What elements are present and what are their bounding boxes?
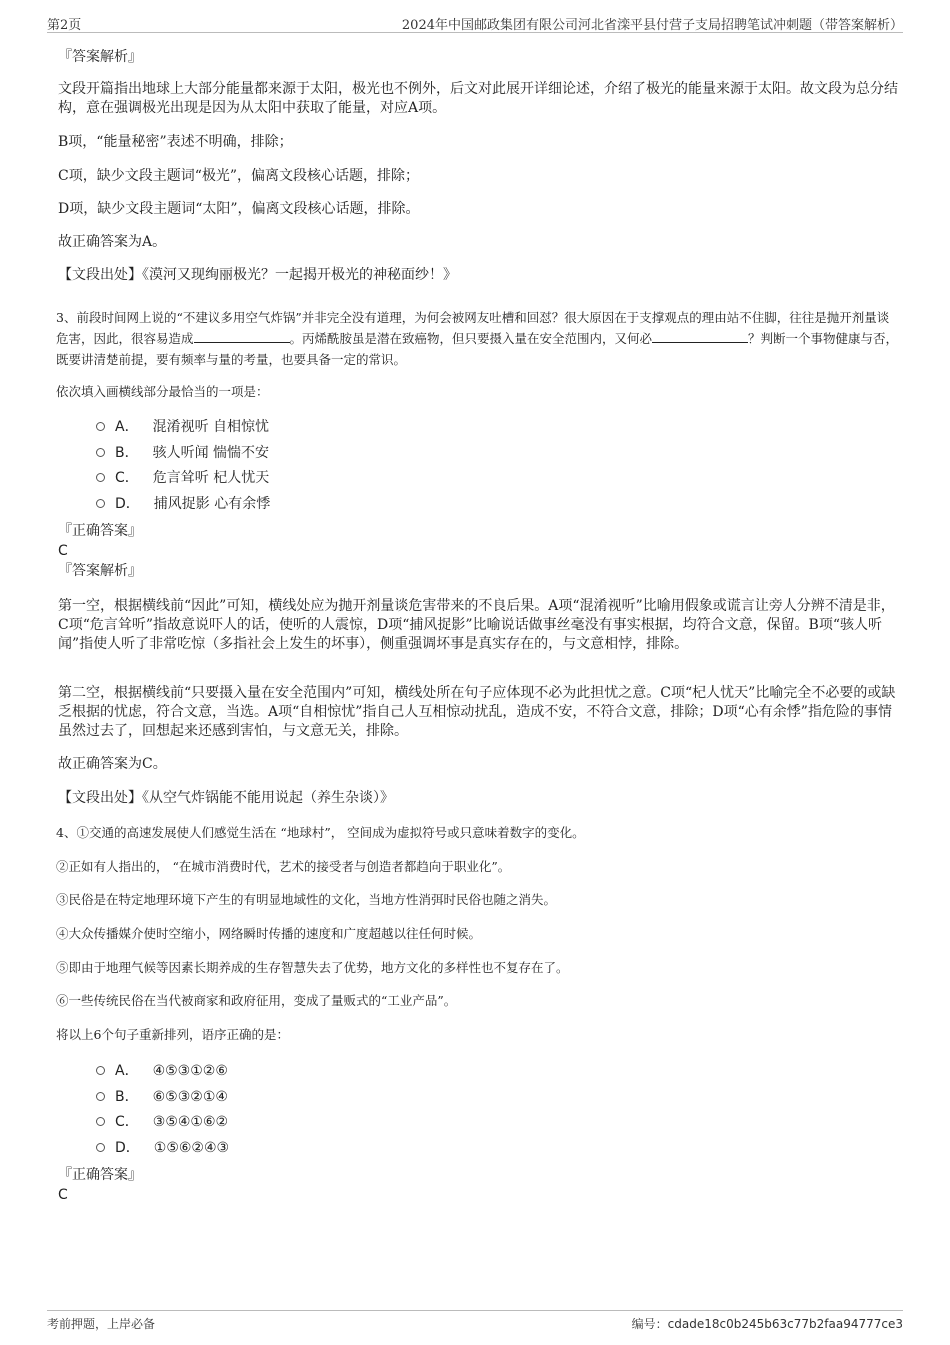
option-d[interactable]: D． 捕风捉影 心有余悸: [96, 494, 270, 514]
document-title: 2024年中国邮政集团有限公司河北省滦平县付营子支局招聘笔试冲刺题（带答案解析）: [401, 18, 903, 33]
option-a[interactable]: A． 混淆视听 自相惊忧: [96, 417, 269, 437]
sentence-1: 4、①交通的高速发展使人们感觉生活在 “地球村”， 空间成为虚拟符号或只意味着数字的变化。: [56, 825, 585, 840]
correct-answer: C: [58, 543, 68, 559]
footer-slogan: 考前押题，上岸必备: [47, 1317, 156, 1331]
analysis-paragraph: 文段开篇指出地球上大部分能量都来源于太阳，极光也不例外，后文对此展开详细论述，介绍了极光的能量来源于太阳。故文段为总分结构，意在强调极光出现是因为从太阳中获取了能量，对应A项。: [58, 81, 898, 116]
radio-icon[interactable]: [96, 448, 105, 457]
radio-icon[interactable]: [96, 422, 105, 431]
radio-icon[interactable]: [96, 1066, 105, 1075]
analysis-paragraph: C项，缺少文段主题词“极光”，偏离文段核心话题，排除；: [58, 168, 420, 184]
source-citation: 【文段出处】《从空气炸锅能不能用说起（养生杂谈）》: [58, 790, 394, 806]
sentence-4: ④大众传播媒介使时空缩小，网络瞬时传播的速度和广度超越以往任何时候。: [56, 926, 482, 941]
correct-answer-label: 『正确答案』: [58, 1167, 142, 1183]
answer-statement: 故正确答案为A。: [58, 234, 167, 250]
analysis-paragraph: 第一空，根据横线前“因此”可知，横线处应为抛开剂量谈危害带来的不良后果。A项“混淆视听”比喻用假象或谎言让旁人分辨不清是非，C项“危言耸听”指故意说吓人的话，使听的人震惊，D项“捕风捉影”比喻说话做事丝毫没有事实根据，均符合文意，保留。B项“骇人听闻”指使人听了非常吃惊（多指社会上发生的坏事），侧重强调坏事是真实存在的，与文意相悖，排除。: [58, 598, 895, 652]
option-b[interactable]: B． 骇人听闻 惴惴不安: [96, 443, 269, 463]
blank-line-1: [194, 330, 290, 343]
page-number: 第2页: [47, 18, 82, 33]
question-prompt: 依次填入画横线部分最恰当的一项是：: [56, 384, 269, 399]
question-stem-text: 。丙烯酰胺虽是潜在致癌物，但只要摄入量在安全范围内，又何必: [289, 331, 653, 346]
radio-icon[interactable]: [96, 1143, 105, 1152]
analysis-paragraph: 第二空，根据横线前“只要摄入量在安全范围内”可知，横线处所在句子应体现不必为此担忧之意。C项“杞人忧天”比喻完全不必要的或缺乏根据的忧虑，符合文意，当选。A项“自相惊忧”指自己人互相惊动扰乱，造成不安，不符合文意，排除；D项“心有余悸”指危险的事情虽然过去了，回想起来还感到害怕，与文意无关，排除。: [58, 685, 896, 739]
correct-answer: C: [58, 1187, 68, 1203]
document-code: 编号：cdade18c0b245b63c77b2faa94777ce3: [631, 1317, 903, 1331]
option-c[interactable]: C． 危言耸听 杞人忧天: [96, 468, 269, 488]
option-a[interactable]: A． ④⑤③①②⑥: [96, 1061, 228, 1081]
analysis-paragraph: B项，“能量秘密”表述不明确，排除；: [58, 134, 293, 150]
sentence-3: ③民俗是在特定地理环境下产生的有明显地域性的文化，当地方性消弭时民俗也随之消失。: [56, 892, 557, 907]
answer-statement: 故正确答案为C。: [58, 756, 167, 772]
question-stem-text: 3、前段时间网上说的“不建议多用空气炸锅”并非完全没有道理，为何会被网友吐槽和回怼？很大原因在于支撑观点的理由站不住脚，往往是抛开剂量谈危害，因此，很容易造成: [56, 310, 890, 346]
correct-answer-label: 『正确答案』: [58, 523, 142, 539]
radio-icon[interactable]: [96, 1092, 105, 1101]
page-header: [47, 12, 903, 33]
sentence-6: ⑥一些传统民俗在当代被商家和政府征用，变成了量贩式的“工业产品”。: [56, 993, 457, 1008]
analysis-paragraph: D项，缺少文段主题词“太阳”，偏离文段核心话题，排除。: [58, 201, 420, 217]
sentence-2: ②正如有人指出的， “在城市消费时代，艺术的接受者与创造者都趋向于职业化”。: [56, 859, 511, 874]
option-b[interactable]: B． ⑥⑤③②①④: [96, 1087, 228, 1107]
option-d[interactable]: D． ①⑤⑥②④③: [96, 1138, 229, 1158]
blank-line-2: [652, 330, 748, 343]
analysis-label: 『答案解析』: [58, 49, 142, 65]
question-stem-text: ？判断一个事物健康与否，既要讲清楚前提，要有频率与量的考量，也要具备一定的常识。: [56, 331, 899, 367]
analysis-label: 『答案解析』: [58, 563, 142, 579]
option-c[interactable]: C． ③⑤④①⑥②: [96, 1112, 228, 1132]
radio-icon[interactable]: [96, 499, 105, 508]
question-3-stem: [56, 307, 900, 370]
sentence-5: ⑤即由于地理气候等因素长期养成的生存智慧失去了优势，地方文化的多样性也不复存在了。: [56, 960, 569, 975]
source-citation: 【文段出处】《漠河又现绚丽极光？一起揭开极光的神秘面纱！》: [58, 267, 457, 283]
page-footer: [47, 1310, 903, 1335]
radio-icon[interactable]: [96, 1117, 105, 1126]
radio-icon[interactable]: [96, 473, 105, 482]
question-prompt: 将以上6个句子重新排列，语序正确的是：: [56, 1027, 289, 1042]
